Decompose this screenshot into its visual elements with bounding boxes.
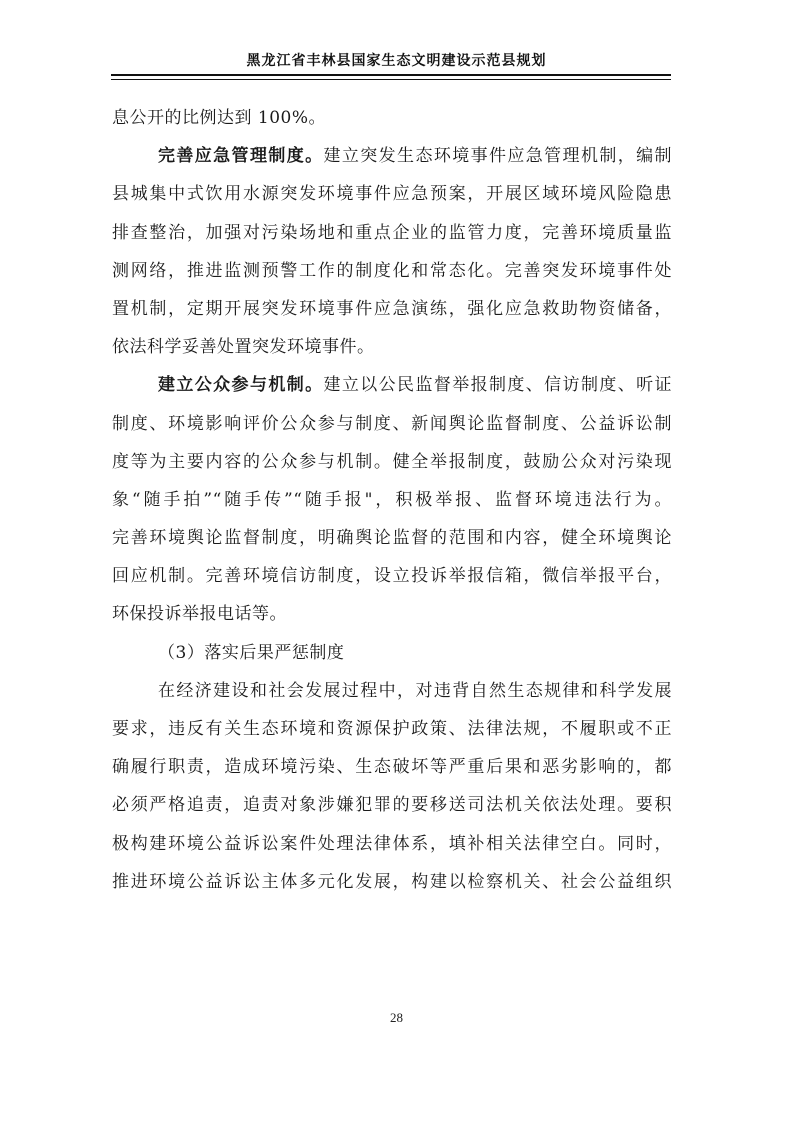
text-line: 依法科学妥善处置突发环境事件。 [112, 337, 375, 358]
section-heading: （3）落实后果严惩制度 [158, 642, 345, 663]
text-line: 象“随手拍”“随手传”“随手报"，积极举报、监督环境违法行为。 [112, 489, 672, 510]
text-line: 息公开的比例达到 100%。 [112, 108, 327, 128]
text-line: 极构建环境公益诉讼案件处理法律体系，填补相关法律空白。同时， [112, 833, 672, 854]
text-line: 确履行职责，造成环境污染、生态破坏等严重后果和恶劣影响的，都 [112, 757, 672, 778]
text-line: 要求，违反有关生态环境和资源保护政策、法律法规，不履职或不正 [112, 719, 672, 739]
text-line: 测网络，推进监测预警工作的制度化和常态化。完善突发环境事件处 [112, 260, 672, 281]
text-line: 制度、环境影响评价公众参与制度、新闻舆论监督制度、公益诉讼制 [112, 413, 672, 434]
text-line: 度等为主要内容的公众参与机制。健全举报制度，鼓励公众对污染现 [112, 451, 672, 472]
text-line: 必须严格追责，追责对象涉嫌犯罪的要移送司法机关依法处理。要积 [112, 795, 672, 816]
text-line: 在经济建设和社会发展过程中，对违背自然生态规律和科学发展 [158, 680, 672, 701]
text-span: 建立突发生态环境事件应急管理机制，编制 [323, 146, 672, 167]
text-line: 置机制，定期开展突发环境事件应急演练，强化应急救助物资储备， [112, 298, 672, 319]
page-number: 28 [390, 1010, 403, 1025]
paragraph-lead-bold: 完善应急管理制度。 [158, 146, 324, 167]
document-header-title: 黑龙江省丰林县国家生态文明建设示范县规划 [246, 53, 547, 69]
paragraph-first-line [112, 141, 672, 179]
header-rule-thin [111, 79, 671, 80]
text-line: 完善环境舆论监督制度，明确舆论监督的范围和内容，健全环境舆论 [112, 528, 672, 549]
paragraph-lead-bold: 建立公众参与机制。 [158, 375, 324, 396]
paragraph-first-line [112, 370, 672, 408]
text-span: 建立以公民监督举报制度、信访制度、听证 [323, 375, 672, 396]
document-body [112, 103, 672, 905]
text-line: 县城集中式饮用水源突发环境事件应急预案，开展区域环境风险隐患 [112, 184, 672, 205]
header-rule-thick [111, 74, 671, 76]
text-line: 回应机制。完善环境信访制度，设立投诉举报信箱，微信举报平台， [112, 566, 672, 587]
text-line: 环保投诉举报电话等。 [112, 604, 287, 625]
text-line: 推进环境公益诉讼主体多元化发展，构建以检察机关、社会公益组织 [112, 871, 672, 892]
text-line: 排查整治，加强对污染场地和重点企业的监管力度，完善环境质量监 [112, 222, 672, 243]
